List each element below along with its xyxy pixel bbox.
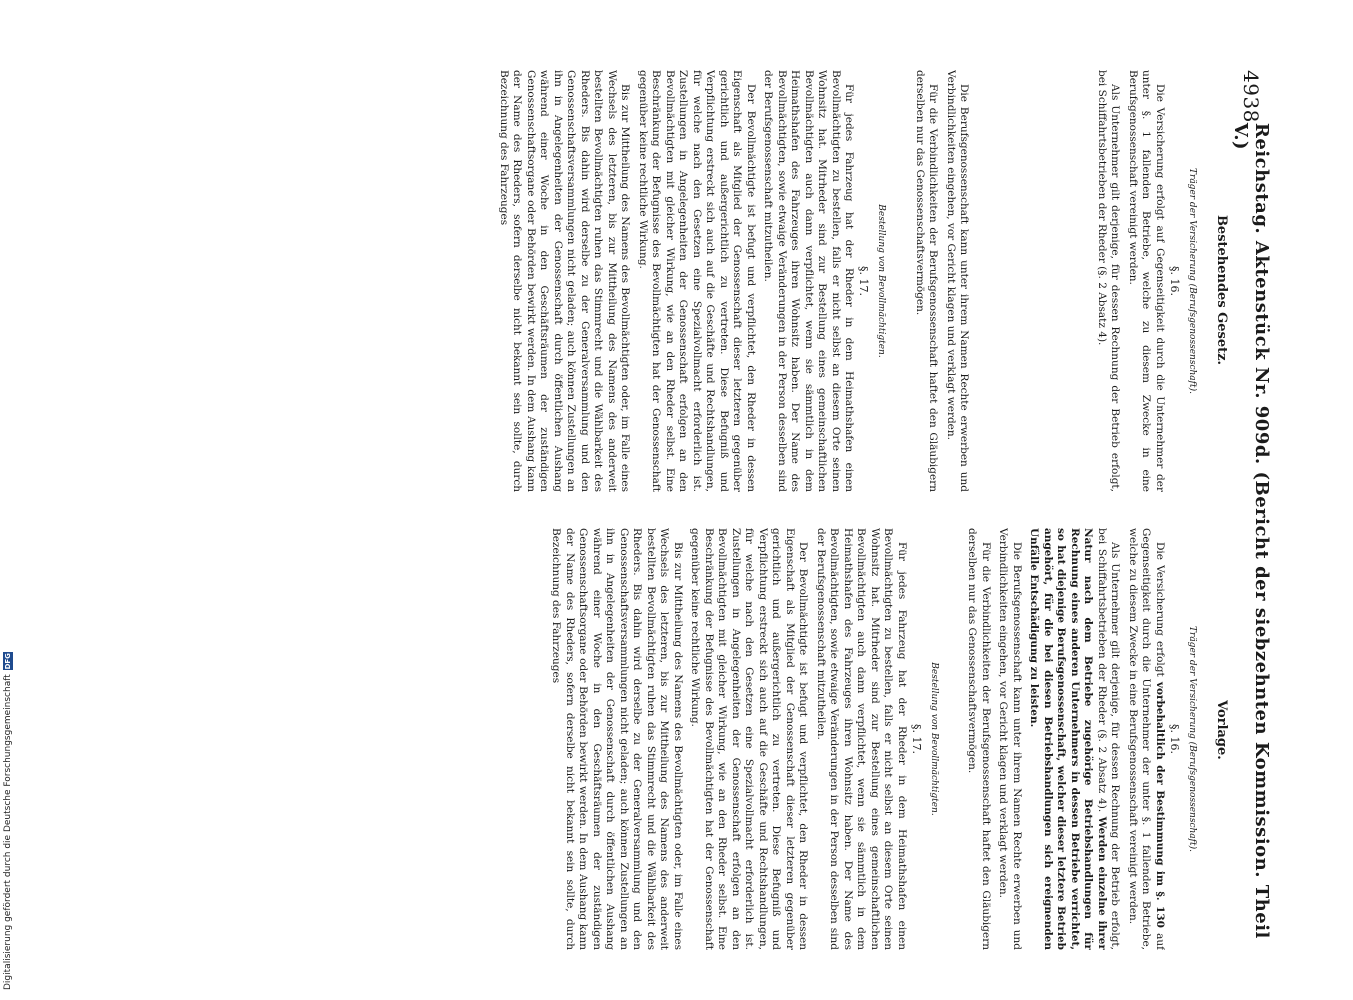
left-column-title: Bestehendes Gesetz. (1214, 214, 1229, 366)
page-title: Reichstag. Aktenstück Nr. 909d. (Bericht der siebzehnten Kommission. Theil V.) (1230, 122, 1272, 939)
paragraph: Der Bevollmächtigte ist befugt und verpflichtet, den Rheder in dessen Eigenschaft als Mitglied der Genossenschaft dieser letzteren gegenüber gerichtlich und außergerichtlich zu vertreten. Diese Befugniß und Verpflichtung erstreckt sich auch auf die Geschäfte und Rechtshandlungen, für welche nach den Gesetzen eine Spezialvollmacht erforderlich ist. Zustellungen in Angelegenheiten der Genossenschaft erfolgen an den Bevollmächtigten mit gleicher Wirkung, wie an den Rheder selbst. Eine Beschränkung der Befugnisse des Bevollmächtigten hat der Genossenschaft gegenüber keine rechtliche Wirkung. (637, 70, 757, 492)
right-column (37, 528, 1197, 950)
section-subtitle: Bestellung von Bevollmächtigten. (876, 204, 887, 358)
amendment-bold: Werden einzelne ihrer Natur nach dem Betriebe zugehörige Betriebshandlungen für Rechnung eines anderen Unternehmers in dessen Betriebe verrichtet, so hat diejenige Berufsgenossenschaft, welcher dieser letztere Betrieb angehört, für die bei diesen Betriebshandlungen sich ereignenden Unfälle Entschädigung zu leisten. (1028, 528, 1108, 950)
paragraph: Bis zur Mittheilung des Namens des Bevollmächtigten oder, im Falle eines Wechsels des letzteren, bis zur Mittheilung des Namens des anderweit bestellten Bevollmächtigten ruhen das Stimmrecht und die Wählbarkeit des Rheders. Bis dahin wird derselbe zu der Generalversammlung und den Genossenschaftsversammlungen nicht geladen; auch können Zustellungen an ihn in Angelegenheiten der Genossenschaft durch öffentlichen Aushang während einer Woche in den Geschäftsräumen der zuständigen Genossenschaftsorgane oder Behörden bewirkt werden. In dem Aushang kann der Name des Rheders, sofern derselbe nicht bekannt sein sollte, durch Bezeichnung des Fahrzeuges (498, 70, 632, 492)
paragraph: Für jedes Fahrzeug hat der Rheder in dem Heimathshafen einen Bevollmächtigten zu bestellen, falls er nicht selbst an diesem Orte seinen Wohnsitz hat. Mitrheder sind zur Bestellung eines gemeinschaftlichen Bevollmächtigten auch dann verpflichtet, wenn sie sämmtlich in dem Heimathshafen des Fahrzeuges ihren Wohnsitz haben. Der Name des Bevollmächtigten, sowie etwaige Veränderungen in der Person desselben sind der Berufsgenossenschaft mitzutheilen. (815, 528, 908, 950)
paragraph: Die Berufsgenossenschaft kann unter ihrem Namen Rechte erwerben und Verbindlichkeiten eingehen, vor Gericht klagen und verklagt werden. (945, 70, 971, 492)
digitization-credit (2, 600, 14, 990)
paragraph: Für die Verbindlichkeiten der Berufsgenossenschaft haftet den Gläubigern derselben nur das Genossenschaftsvermögen. (966, 528, 992, 950)
page-content (23, 70, 1272, 950)
dfg-logo: DFG (4, 653, 12, 670)
paragraph: Die Versicherung erfolgt auf Gegenseitigkeit durch die Unternehmer der unter §. 1 fallenden Betriebe, welche zu diesem Zwecke in eine Berufsgenossenschaft vereinigt werden. (1127, 70, 1166, 492)
text-columns (37, 70, 1197, 950)
paragraph: Als Unternehmer gilt derjenige, für dessen Rechnung der Betrieb erfolgt, bei Schiffahrtsbetrieben der Rheder (§. 2 Absatz 4). (1096, 70, 1122, 492)
credit-text: Digitalisierung gefördert durch die Deutsche Forschungsgemeinschaft (3, 674, 13, 990)
section-subtitle: Bestellung von Bevollmächtigten. (929, 662, 939, 816)
right-column-title: Vorlage. (1214, 700, 1229, 760)
page-number: 4938 (1239, 70, 1263, 123)
paragraph: Bis zur Mittheilung des Namens des Bevollmächtigten oder, im Falle eines Wechsels des letzteren, bis zur Mittheilung des Namens des anderweit bestellten Bevollmächtigten ruhen das Stimmrecht und die Wählbarkeit des Rheders. Bis dahin wird derselbe zu der Generalversammlung und den Genossenschaftsversammlungen nicht geladen; auch können Zustellungen an ihn in Angelegenheiten der Genossenschaft durch öffentlichen Aushang während einer Woche in den Geschäftsräumen der zuständigen Genossenschaftsorgane oder Behörden bewirkt werden. In dem Aushang kann der Name des Rheders, sofern derselbe nicht bekannt sein sollte, durch Bezeichnung des Fahrzeuges (550, 528, 684, 950)
paragraph: Der Bevollmächtigte ist befugt und verpflichtet, den Rheder in dessen Eigenschaft als Mitglied der Genossenschaft dieser letzteren gegenüber gerichtlich und außergerichtlich zu vertreten. Diese Befugniß und Verpflichtung erstreckt sich auch auf die Geschäfte und Rechtshandlungen, für welche nach den Gesetzen eine Spezialvollmacht erforderlich ist. Zustellungen in Angelegenheiten der Genossenschaft erfolgen an den Bevollmächtigten mit gleicher Wirkung, wie an den Rheder selbst. Eine Beschränkung der Befugnisse des Bevollmächtigten hat der Genossenschaft gegenüber keine rechtliche Wirkung. (689, 528, 810, 950)
amendment-bold: vorbehaltlich der Bestimmung im §. 130 (1154, 681, 1166, 928)
paragraph: Die Versicherung erfolgt vorbehaltlich der Bestimmung im §. 130 auf Gegenseitigkeit durch die Unternehmer der unter §. 1 fallenden Betriebe, welche zu diesem Zwecke in eine Berufsgenossenschaft vereinigt werden. (1127, 528, 1166, 950)
section-subtitle: Träger der Versicherung (Berufsgenossenschaft). (1187, 626, 1197, 852)
paragraph-number: §. 17. (910, 724, 923, 754)
page-header (1230, 70, 1272, 950)
paragraph: Für jedes Fahrzeug hat der Rheder in dem Heimathshafen einen Bevollmächtigten zu bestellen, falls er nicht selbst an diesem Orte seinen Wohnsitz hat. Mitrheder sind zur Bestellung eines gemeinschaftlichen Bevollmächtigten auch dann verpflichtet, wenn sie sämmtlich in dem Heimathshafen des Fahrzeuges ihren Wohnsitz haben. Der Name des Bevollmächtigten, sowie etwaige Veränderungen in der Person desselben sind der Berufsgenossenschaft mitzutheilen. (762, 70, 856, 492)
paragraph: Als Unternehmer gilt derjenige, für dessen Rechnung der Betrieb erfolgt, bei Schiffahrtsbetrieben der Rheder (§. 2 Absatz 4). Werden einzelne ihrer Natur nach dem Betriebe zugehörige Betriebshandlungen für Rechnung eines anderen Unternehmers in dessen Betriebe verrichtet, so hat diejenige Berufsgenossenschaft, welcher dieser letztere Betrieb angehört, für die bei diesen Betriebshandlungen sich ereignenden Unfälle Entschädigung zu leisten. (1028, 528, 1122, 950)
left-column (37, 70, 1197, 492)
section-subtitle: Träger der Versicherung (Berufsgenossenschaft). (1187, 168, 1197, 394)
paragraph-number: §. 16. (1168, 266, 1181, 296)
paragraph: Für die Verbindlichkeiten der Berufsgenossenschaft haftet den Gläubigern derselben nur das Genossenschaftsvermögen. (914, 70, 940, 492)
column-titles (1209, 70, 1229, 950)
paragraph-number: §. 17. (857, 266, 871, 296)
paragraph: Die Berufsgenossenschaft kann unter ihrem Namen Rechte erwerben und Verbindlichkeiten eingehen, vor Gericht klagen und verklagt werden. (997, 528, 1023, 950)
paragraph-number: §. 16. (1168, 724, 1181, 754)
